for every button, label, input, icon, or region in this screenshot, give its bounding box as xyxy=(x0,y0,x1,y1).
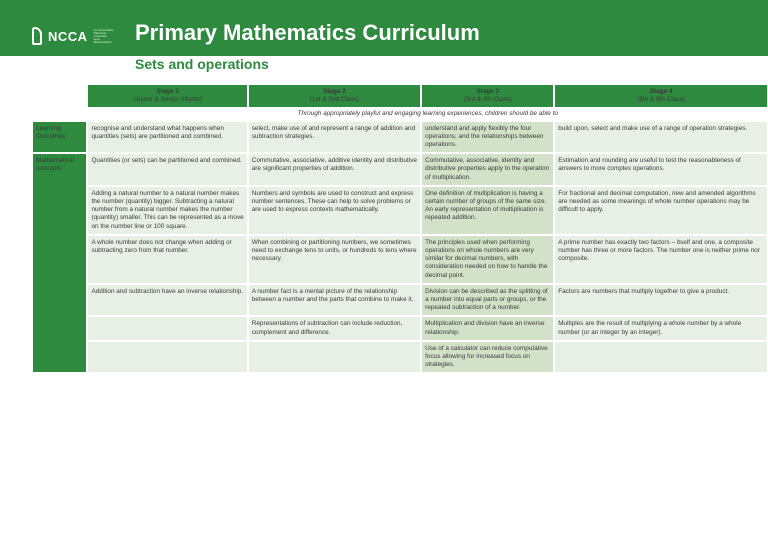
concept-row xyxy=(33,187,767,234)
stage-3-header: Stage 3 (3rd & 4th Class) xyxy=(422,85,553,107)
table-cell: Addition and subtraction have an inverse relationship. xyxy=(88,285,246,316)
table-cell: A prime number has exactly two factors – itself and one, a composite number has three or more factors. The number one is neither prime nor composite. xyxy=(555,236,767,283)
table-cell: Quantities (or sets) can be partitioned and combined. xyxy=(88,154,246,185)
concept-row xyxy=(33,285,767,316)
table-cell: One definition of multiplication is having a certain number of groups of the same size. An early representation of multiplication is repeated addition. xyxy=(422,187,553,234)
table-cell: When combining or partitioning numbers, we sometimes need to exchange tens to units, or hundreds to tens where necessary. xyxy=(249,236,420,283)
row-label-learning-outcomes: Learning Outcomes xyxy=(33,122,86,153)
page-subtitle: Sets and operations xyxy=(135,56,269,72)
top-bar xyxy=(0,0,768,14)
table-cell: Estimation and rounding are useful to test the reasonableness of answers to more complex operations. xyxy=(555,154,767,185)
table-cell: Representations of subtraction can include reduction, complement and difference. xyxy=(249,317,420,339)
table-cell: A whole number does not change when adding or subtracting zero from that number. xyxy=(88,236,246,283)
table-cell: select, make use of and represent a range of addition and subtraction strategies. xyxy=(249,122,420,153)
learning-outcomes-row xyxy=(33,122,767,153)
table-cell xyxy=(88,317,246,339)
stage-4-header: Stage 4 (5th & 6th Class) xyxy=(555,85,767,107)
table-cell: A number fact is a mental picture of the relationship between a number and the parts that combine to make it. xyxy=(249,285,420,316)
table-cell: Factors are numbers that multiply together to give a product. xyxy=(555,285,767,316)
table-cell: Multiples are the result of multiplying a whole number by a whole number (or an integer by an integer). xyxy=(555,317,767,339)
table-cell xyxy=(555,342,767,373)
table-cell: Commutative, associative, identity and distributive properties apply to the operation of multiplication. xyxy=(422,154,553,185)
table-cell: For fractional and decimal computation, new and amended algorithms are needed as some meanings of whole number operations may be difficult to apply. xyxy=(555,187,767,234)
table-cell: Commutative, associative, additive identity and distributive are significant properties of addition. xyxy=(249,154,420,185)
table-cell: The principles used when performing operations on whole numbers are very similar for decimal numbers, with consideration needed on how to handle the decimal point. xyxy=(422,236,553,283)
concept-row xyxy=(33,154,767,185)
header-corner xyxy=(33,85,86,107)
intro-row xyxy=(33,107,767,121)
table-cell xyxy=(88,342,246,373)
table-cell: Adding a natural number to a natural number makes the number (quantity) bigger. Subtracting a natural number from a natural number makes the number (quantity) smaller. This can be represented as a move on the number line or 100 square. xyxy=(88,187,246,234)
ncca-logo xyxy=(32,27,114,45)
header-banner xyxy=(0,14,768,56)
curriculum-table xyxy=(31,85,768,372)
table-cell: recognise and understand what happens when quantities (sets) are partitioned and combined. xyxy=(88,122,246,153)
logo-subtext: An Chomhairle Náisiúnta Curaclaim agus Measúnachta xyxy=(93,27,114,44)
table-cell: Numbers and symbols are used to construct and express number sentences. These can help to solve problems or are used to express contexts mathematically. xyxy=(249,187,420,234)
logo-text: NCCA xyxy=(48,28,88,44)
harp-icon xyxy=(32,27,42,45)
table-cell: build upon, select and make use of a range of operation strategies. xyxy=(555,122,767,153)
stage-1-header: Stage 1 (Junior & Senior Infants) xyxy=(88,85,246,107)
stage-2-header: Stage 2 (1st & 2nd Class) xyxy=(249,85,420,107)
table-cell: Multiplication and division have an inverse relationship. xyxy=(422,317,553,339)
table-cell: understand and apply flexibly the four operations; and the relationships between operations. xyxy=(422,122,553,153)
table-cell xyxy=(249,342,420,373)
stage-header-row xyxy=(33,85,767,107)
page-title: Primary Mathematics Curriculum xyxy=(135,20,480,45)
concept-row xyxy=(33,236,767,283)
table-cell: Use of a calculator can reduce computative focus allowing for increased focus on strategies. xyxy=(422,342,553,373)
row-label-mathematical-concepts: Mathematical concepts xyxy=(33,154,86,372)
intro-text: Through appropriately playful and engaging learning experiences, children should be able to xyxy=(297,110,558,118)
concept-row xyxy=(33,342,767,373)
concept-row xyxy=(33,317,767,339)
table-cell: Division can be described as the splitting of a number into equal parts or groups, or the repeated subtraction of a number. xyxy=(422,285,553,316)
